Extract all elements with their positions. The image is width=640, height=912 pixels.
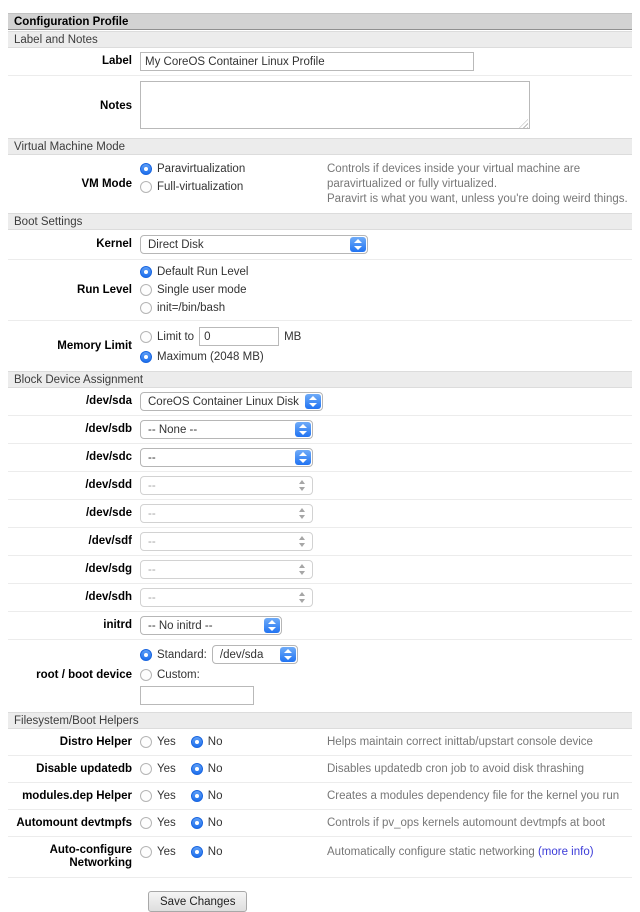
block-device-select-sdb[interactable]: -- None -- [140,420,313,439]
radio-full-virtualization[interactable]: Full-virtualization [140,179,327,195]
radio-off-icon [140,331,152,343]
radio-on-icon [191,846,203,858]
radio-no[interactable]: No [191,761,223,777]
radio-on-icon [191,763,203,775]
block-device-row-sdd: /dev/sdd -- [8,472,632,500]
radio-on-icon [191,736,203,748]
radio-memory-maximum[interactable]: Maximum (2048 MB) [140,349,632,365]
block-device-select-sdc[interactable]: -- [140,448,313,467]
kernel-select[interactable]: Direct Disk [140,235,368,254]
select-chevrons-icon [298,534,308,549]
radio-off-icon [140,846,152,858]
block-device-select-sde[interactable]: -- [140,504,313,523]
block-device-select-sdg[interactable]: -- [140,560,313,579]
initrd-row: initrd -- No initrd -- [8,612,632,640]
block-device-row-sda: /dev/sda CoreOS Container Linux Disk [8,388,632,416]
radio-on-icon [140,351,152,363]
radio-yes[interactable]: Yes [140,815,176,831]
more-info-link[interactable]: (more info) [537,846,594,858]
section-block-device-assignment: Block Device Assignment [8,371,632,388]
section-label-and-notes: Label and Notes [8,31,632,48]
radio-yes[interactable]: Yes [140,844,176,860]
block-device-row-sdf: /dev/sdf -- [8,528,632,556]
helper-row-distro-helper: Distro Helper Yes No Helps maintain correct inittab/upstart console device [8,729,632,756]
helper-help-text: Disables updatedb cron job to avoid disk thrashing [327,763,584,775]
radio-off-icon [140,763,152,775]
label-field-label: Label [101,55,132,67]
notes-field-label: Notes [100,100,132,112]
block-device-row-sdg: /dev/sdg -- [8,556,632,584]
root-boot-device-label: root / boot device [36,668,132,681]
block-device-select-sda[interactable]: CoreOS Container Linux Disk [140,392,323,411]
root-boot-device-row [8,640,632,712]
label-row [8,48,632,76]
notes-row [8,76,632,138]
page-title: Configuration Profile [8,13,632,30]
radio-custom-device[interactable]: Custom: [140,667,632,683]
initrd-select[interactable]: -- No initrd -- [140,616,282,635]
radio-yes[interactable]: Yes [140,788,176,804]
notes-textarea[interactable] [140,81,530,129]
radio-no[interactable]: No [191,844,223,860]
select-chevrons-icon [298,478,308,493]
block-device-row-sdb: /dev/sdb -- None -- [8,416,632,444]
block-device-row-sdc: /dev/sdc -- [8,444,632,472]
block-device-row-sde: /dev/sde -- [8,500,632,528]
helper-help-text: Creates a modules dependency file for the kernel you run [327,790,620,802]
label-input[interactable] [140,52,474,71]
helper-row-automount-devtmpfs: Automount devtmpfs Yes No Controls if pv_ops kernels automount devtmpfs at boot [8,810,632,837]
section-filesystem-boot-helpers: Filesystem/Boot Helpers [8,712,632,729]
block-device-select-sdf[interactable]: -- [140,532,313,551]
radio-off-icon [140,669,152,681]
helper-help-text: Automatically configure static networking (more info) [327,846,594,858]
helper-row-disable-updatedb: Disable updatedb Yes No Disables updatedb cron job to avoid disk thrashing [8,756,632,783]
select-stepper-icon [295,422,311,437]
radio-on-icon [140,649,152,661]
select-stepper-icon [264,618,280,633]
radio-no[interactable]: No [191,734,223,750]
radio-off-icon [140,302,152,314]
select-chevrons-icon [298,562,308,577]
select-chevrons-icon [298,506,308,521]
radio-no[interactable]: No [191,788,223,804]
helper-row-modules-dep: modules.dep Helper Yes No Creates a modules dependency file for the kernel you run [8,783,632,810]
radio-off-icon [140,736,152,748]
run-level-row [8,260,632,321]
save-changes-button[interactable]: Save Changes [148,891,247,912]
run-level-label: Run Level [77,283,132,296]
radio-on-icon [140,163,152,175]
block-device-row-sdh: /dev/sdh -- [8,584,632,612]
helper-help-text: Controls if pv_ops kernels automount devtmpfs at boot [327,817,606,829]
radio-on-icon [140,266,152,278]
save-row [8,878,632,912]
select-stepper-icon [280,647,296,662]
kernel-row [8,230,632,260]
radio-yes[interactable]: Yes [140,734,176,750]
radio-off-icon [140,181,152,193]
radio-on-icon [191,790,203,802]
select-stepper-icon [350,237,366,252]
select-chevrons-icon [298,590,308,605]
radio-yes[interactable]: Yes [140,761,176,777]
helper-row-auto-configure-networking: Auto-configure Networking Yes No Automatically configure static networking (more info) [8,837,632,878]
custom-device-input[interactable] [140,686,254,705]
select-stepper-icon [305,394,321,409]
vm-mode-label: VM Mode [81,177,132,190]
radio-off-icon [140,790,152,802]
radio-default-run-level[interactable]: Default Run Level [140,264,632,280]
memory-limit-label: Memory Limit [57,339,132,352]
section-boot-settings: Boot Settings [8,213,632,230]
radio-single-user-mode[interactable]: Single user mode [140,282,632,298]
vm-mode-row [8,155,632,213]
radio-paravirtualization[interactable]: Paravirtualization [140,161,327,177]
helper-help-text: Helps maintain correct inittab/upstart console device [327,736,593,748]
vm-mode-help: Controls if devices inside your virtual machine are paravirtualized or fully virtualized. Paravirt is what you want, unless you're doing weird things. [327,163,628,205]
select-stepper-icon [295,450,311,465]
kernel-label: Kernel [96,238,132,250]
radio-no[interactable]: No [191,815,223,831]
radio-init-bin-bash[interactable]: init=/bin/bash [140,300,632,316]
memory-limit-input[interactable] [199,327,279,346]
memory-limit-unit: MB [284,330,302,343]
section-virtual-machine-mode: Virtual Machine Mode [8,138,632,155]
block-device-select-sdh[interactable]: -- [140,588,313,607]
standard-device-select[interactable]: /dev/sda [212,645,298,664]
radio-off-icon [140,284,152,296]
memory-limit-row [8,321,632,371]
block-device-select-sdd[interactable]: -- [140,476,313,495]
radio-memory-limit-to[interactable]: Limit to [140,329,194,345]
radio-standard-device[interactable]: Standard: [140,647,207,663]
